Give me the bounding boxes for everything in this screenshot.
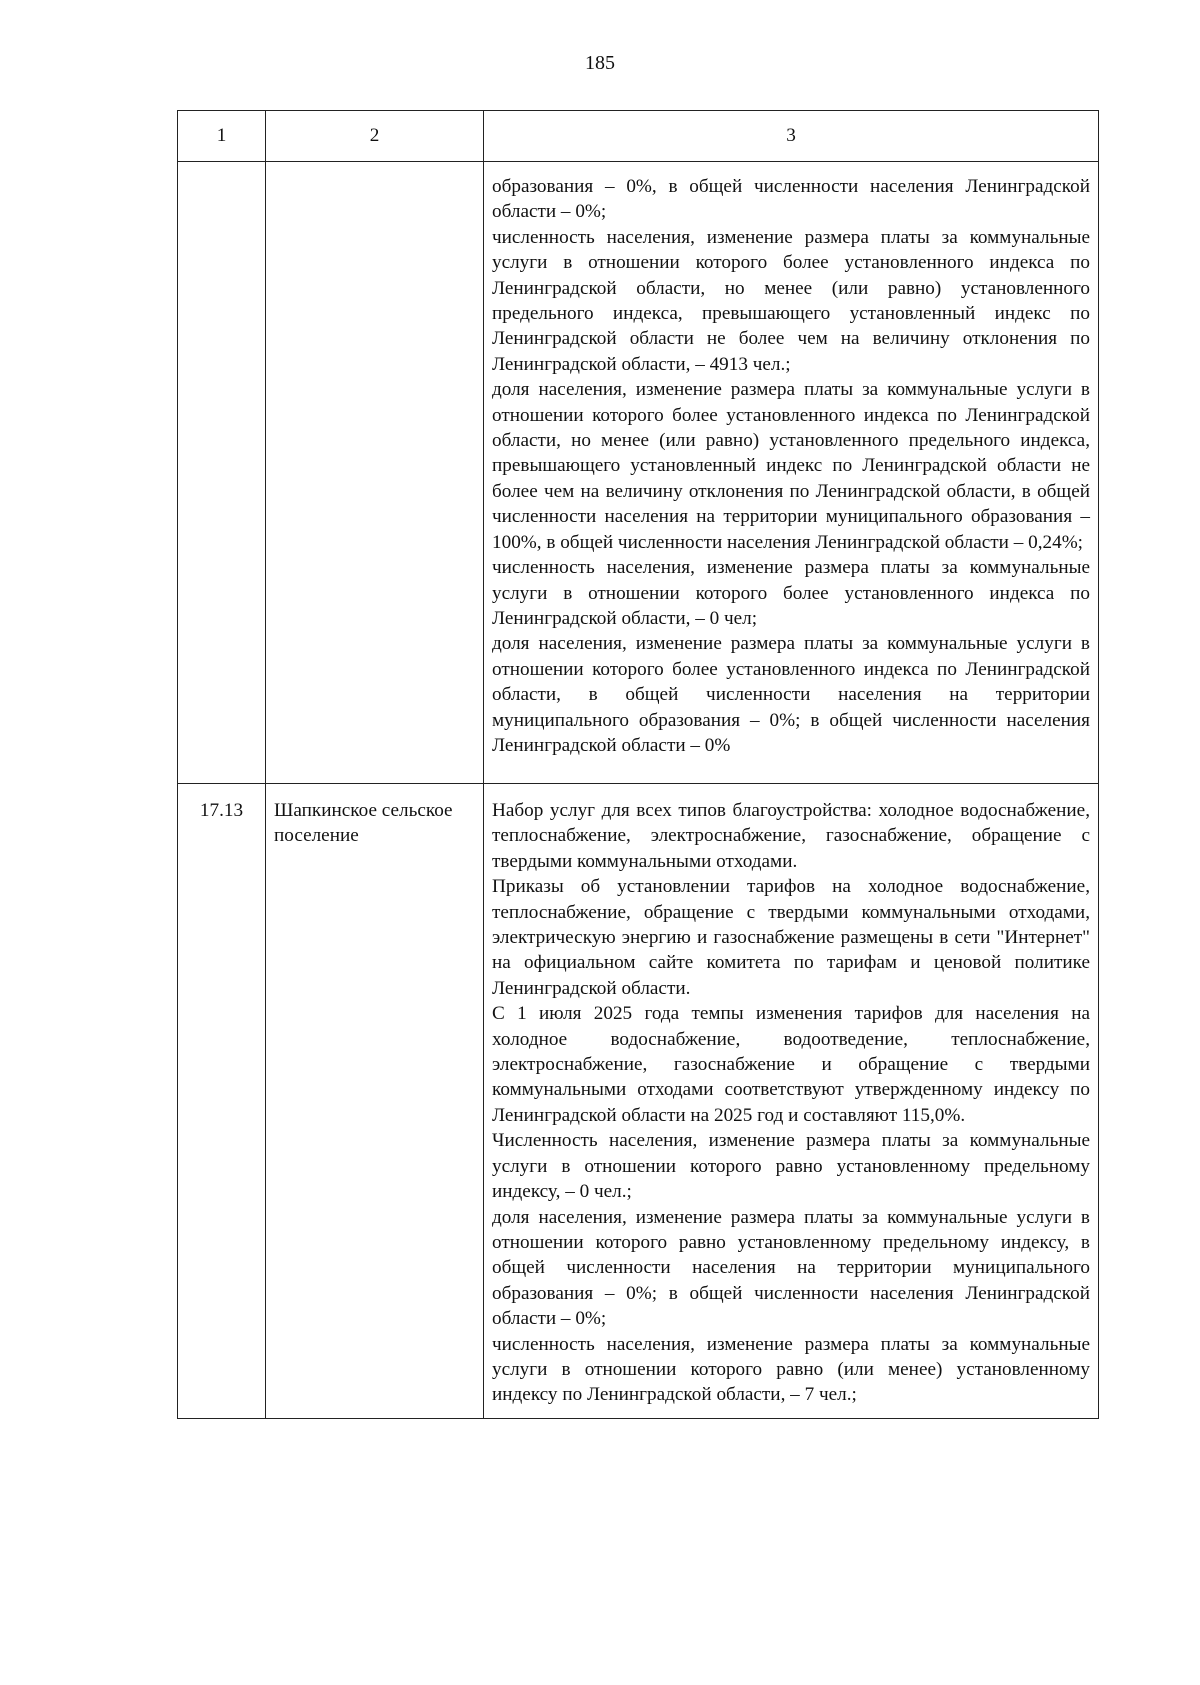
paragraph: доля населения, изменение размера платы за коммунальные услуги в отношении которого более установленного индекса по Ленинградской области, но менее (или равно) установленного предельного индекса, превышающего установленный индекс по Ленинградской области не более чем на величину отклонения по Ленинградской области, в общей численности населения на территории муниципального образования – 100%, в общей численности населения Ленинградской области – 0,24%;: [492, 379, 1090, 553]
tariff-table: [177, 110, 1099, 1419]
column-header-3: 3: [484, 111, 1099, 162]
paragraph: образования – 0%, в общей численности населения Ленинградской области – 0%;: [492, 176, 1090, 223]
row-settlement-name: Шапкинское сельское поселение: [266, 784, 484, 1419]
paragraph: Набор услуг для всех типов благоустройства: холодное водоснабжение, теплоснабжение, электроснабжение, газоснабжение, обращение с твердыми коммунальными отходами.: [492, 800, 1090, 872]
page-number: 185: [585, 52, 615, 74]
row-name-cell-empty: [266, 162, 484, 784]
paragraph: численность населения, изменение размера платы за коммунальные услуги в отношении которого более установленного индекса по Ленинградской области, – 0 чел;: [492, 557, 1090, 629]
column-header-2: 2: [266, 111, 484, 162]
row-text-cell: [484, 784, 1099, 1419]
paragraph: С 1 июля 2025 года темпы изменения тарифов для населения на холодное водоснабжение, водоотведение, теплоснабжение, электроснабжение, газоснабжение и обращение с твердыми коммунальными отходами соответствуют утвержденному индексу по Ленинградской области на 2025 год и составляют 115,0%.: [492, 1003, 1090, 1126]
table-row-continued: [178, 162, 1099, 784]
paragraph: доля населения, изменение размера платы за коммунальные услуги в отношении которого более установленного индекса по Ленинградской области, в общей численности населения на территории муниципального образования – 0%; в общей численности населения Ленинградской области – 0%: [492, 633, 1090, 756]
paragraph: численность населения, изменение размера платы за коммунальные услуги в отношении которого равно (или менее) установленному индексу по Ленинградской области, – 7 чел.;: [492, 1333, 1090, 1406]
paragraph: Приказы об установлении тарифов на холодное водоснабжение, теплоснабжение, обращение с твердыми коммунальными отходами, электрическую энергию и газоснабжение размещены в сети "Интернет" на официальном сайте комитета по тарифам и ценовой политике Ленинградской области.: [492, 876, 1090, 999]
row-number: 17.13: [178, 784, 266, 1419]
paragraph: численность населения, изменение размера платы за коммунальные услуги в отношении которого более установленного индекса по Ленинградской области, но менее (или равно) установленного предельного индекса, превышающего установленный индекс по Ленинградской области не более чем на величину отклонения по Ленинградской области, – 4913 чел.;: [492, 226, 1090, 375]
column-header-1: 1: [178, 111, 266, 162]
paragraph: Численность населения, изменение размера платы за коммунальные услуги в отношении которого равно установленному предельному индексу, – 0 чел.;: [492, 1130, 1090, 1203]
table-row: [178, 784, 1099, 1419]
row-number-cell-empty: [178, 162, 266, 784]
row-text-cell: [484, 162, 1099, 784]
paragraph: доля населения, изменение размера платы за коммунальные услуги в отношении которого равно установленному предельному индексу, в общей численности населения на территории муниципального образования – 0%; в общей численности населения Ленинградской области – 0%;: [492, 1206, 1090, 1330]
table-header-row: [178, 111, 1099, 162]
